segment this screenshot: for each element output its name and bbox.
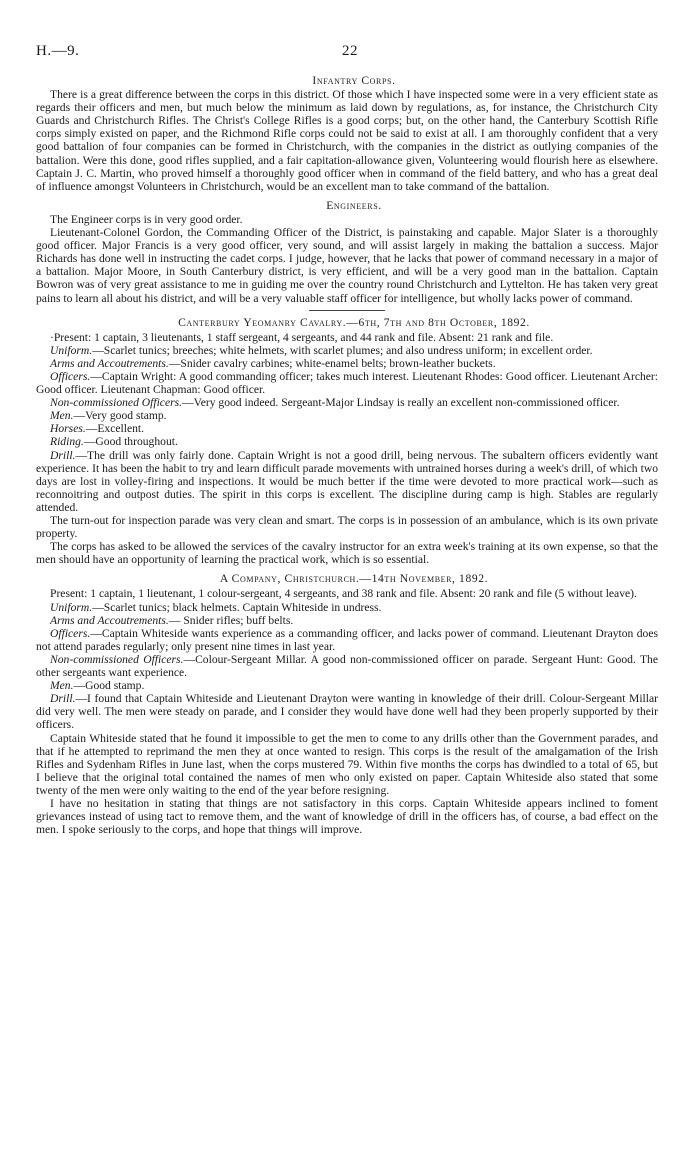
text-drill: —I found that Captain Whiteside and Lieutenant Drayton were wanting in knowledge of their drill. Colour-Sergeant Millar did very well. The men were steady on parade, and I consider they would have done well had they been properly supported by their officers. [36, 692, 658, 732]
text-arms: —Snider cavalry carbines; white-enamel belts; brown-leather buckets. [168, 356, 496, 370]
text-uniform: —Scarlet tunics; breeches; white helmets, with scarlet plumes; and also undress uniform; in excellent order. [92, 343, 593, 357]
heading-engineers: Engineers. [326, 198, 382, 212]
label-officers: Officers. [50, 369, 91, 383]
paragraph-company-nco [36, 653, 658, 679]
text-drill: —The drill was only fairly done. Captain Wright is not a good drill, being nervous. The subaltern officers evidently want experience. It has been the habit to try and learn difficult parade movements with untrained horses during a week's drill, of which two days are lost in volley-firing and inspections. It would be much better if the time were devoted to more practical work—such as reconnoitring and outpost duties. The spirit in this corps is excellent. The discipline during camp is high. Stables are regularly attended. [36, 448, 658, 514]
paragraph-cavalry-riding [36, 435, 658, 448]
paragraph-company-drill [36, 692, 658, 731]
section-divider [309, 310, 385, 311]
label-officers: Officers. [50, 626, 91, 640]
paragraph-company-arms [36, 614, 658, 627]
heading-a-company: A Company, Christchurch.—14th November, 1892. [219, 572, 489, 586]
text-nco: —Colour-Sergeant Millar. A good non-commissioned officer on parade. Sergeant Hunt: Good. The other sergeants want experience. [36, 652, 658, 680]
label-nco: Non-commissioned Officers. [50, 652, 184, 666]
label-drill: Drill. [50, 448, 76, 462]
paragraph-engineers-officers: Lieutenant-Colonel Gordon, the Commanding Officer of the District, is painstaking and capable. Major Slater is a thoroughly good officer. Major Francis is a very good officer, very sound, and will assist largely in making the battalion a success. Major Richards has done well in instructing the cadet corps. I judge, however, that he lacks that power of command necessary in a major of a battalion. Major Moore, in South Canterbury district, is very efficient, and will be a very good man in the battalion. Captain Bowron was of very great assistance to me in guiding me over the country round Christchurch and Lyttelton. He has taken very great pains to learn all about his district, and will be a very valuable staff officer for intelligence, but wholly lacks power of command. [36, 226, 658, 305]
label-horses: Horses. [50, 422, 86, 436]
page-number: 22 [342, 43, 358, 59]
text-arms: — Snider rifles; buff belts. [168, 613, 294, 627]
text-riding: —Good throughout. [83, 435, 178, 449]
label-men: Men. [50, 679, 74, 693]
paragraph-company-men [36, 679, 658, 692]
label-uniform: Uniform. [50, 343, 93, 357]
paragraph-cavalry-uniform [36, 344, 658, 357]
text-officers: —Captain Whiteside wants experience as a commanding officer, and lacks power of command. Lieutenant Drayton does not attend parades regularly; only present nine times in last year. [36, 626, 658, 653]
paragraph-cavalry-present: ·Present: 1 captain, 3 lieutenants, 1 staff sergeant, 4 sergeants, and 44 rank and file. Absent: 21 rank and file. [50, 330, 554, 344]
paragraph-company-present: Present: 1 captain, 1 lieutenant, 1 colour-sergeant, 4 sergeants, and 38 rank and file. Absent: 20 rank and file (5 without leave). [50, 587, 637, 601]
paragraph-company-officers [36, 627, 658, 653]
paragraph-cavalry-request: The corps has asked to be allowed the services of the cavalry instructor for an extra week's training at its own expense, so that the men should have an opportunity of learning the practical work, which is so essential. [36, 540, 658, 567]
label-uniform: Uniform. [50, 600, 93, 614]
text-men: —Very good stamp. [73, 409, 167, 423]
label-drill: Drill. [50, 692, 76, 706]
paragraph-cavalry-officers [36, 370, 658, 396]
paragraph-cavalry-turnout: The turn-out for inspection parade was very clean and smart. The corps is in possession of an ambulance, which is its own private property. [36, 514, 658, 541]
text-nco: —Very good indeed. Sergeant-Major Lindsay is really an excellent non-commissioned officer. [182, 396, 620, 410]
text-uniform: —Scarlet tunics; black helmets. Captain Whiteside in undress. [92, 600, 382, 614]
heading-yeomanry-cavalry: Canterbury Yeomanry Cavalry.—6th, 7th and 8th October, 1892. [178, 315, 530, 329]
document-code: H.—9. [36, 43, 80, 59]
paragraph-company-conclusion: I have no hesitation in stating that things are not satisfactory in this corps. Captain Whiteside appears inclined to foment grievances instead of using tact to remove them, and the want of knowledge of drill in the officers has, of course, a bad effect on the men. I spoke seriously to the corps, and hope that things will improve. [36, 796, 658, 837]
heading-infantry-corps: Infantry Corps. [312, 74, 396, 87]
paragraph-cavalry-arms [36, 357, 658, 370]
paragraph-company-uniform [36, 601, 658, 614]
paragraph-cavalry-drill [36, 449, 658, 514]
paragraph-infantry: There is a great difference between the corps in this district. Of those which I have inspected some were in a very efficient state as regards their officers and men, but much below the minimum as laid down by regulations, as, for instance, the Christchurch City Guards and Christchurch Rifles. The Christ's College Rifles is a good corps; but, on the other hand, the Canterbury Scottish Rifle corps simply existed on paper, and the Richmond Rifle corps could not be said to exist at all. I am thoroughly confident that a very good battalion of four companies can be formed in Christchurch, with the companies in the district as outlying companies of the battalion. Were this done, good rifles supplied, and a fair capitation-allowance given, Volunteering would flourish here as elsewhere. Captain J. C. Martin, who proved himself a thoroughly good officer when in command of the field battery, and who has a great deal of influence amongst Volunteers in Christchurch, would be an excellent man to take command of the battalion. [36, 88, 658, 193]
paragraph-cavalry-men [36, 409, 658, 422]
paragraph-engineers-order: The Engineer corps is in very good order. [50, 212, 243, 226]
paragraph-cavalry-horses [36, 422, 658, 435]
label-arms: Arms and Accoutrements. [50, 613, 169, 627]
text-men: —Good stamp. [73, 679, 145, 693]
text-horses: —Excellent. [85, 422, 145, 436]
text-officers: —Captain Wright: A good commanding officer; takes much interest. Lieutenant Rhodes: Good officer. Lieutenant Archer: Good officer. Lieutenant Chapman: Good officer. [36, 369, 658, 397]
label-riding: Riding. [50, 435, 84, 449]
label-men: Men. [50, 409, 74, 423]
paragraph-cavalry-nco [36, 396, 658, 409]
page-body [36, 74, 658, 836]
paragraph-company-whiteside: Captain Whiteside stated that he found it impossible to get the men to come to any drills other than the Government parades, and that if he attempted to reprimand the men they at once wanted to resign. This corps is the result of the amalgamation of the Irish Rifles and Sydenham Rifles in June last, when the corps mustered 79. Within five months the corps has dwindled to a total of 65, but I believe that the original total contained the names of men who only existed on paper. Captain Whiteside also stated that some twenty of the men were only waiting to the end of the year before resigning. [36, 731, 658, 797]
label-arms: Arms and Accoutrements. [50, 356, 169, 370]
label-nco: Non-commissioned Officers. [50, 396, 183, 410]
